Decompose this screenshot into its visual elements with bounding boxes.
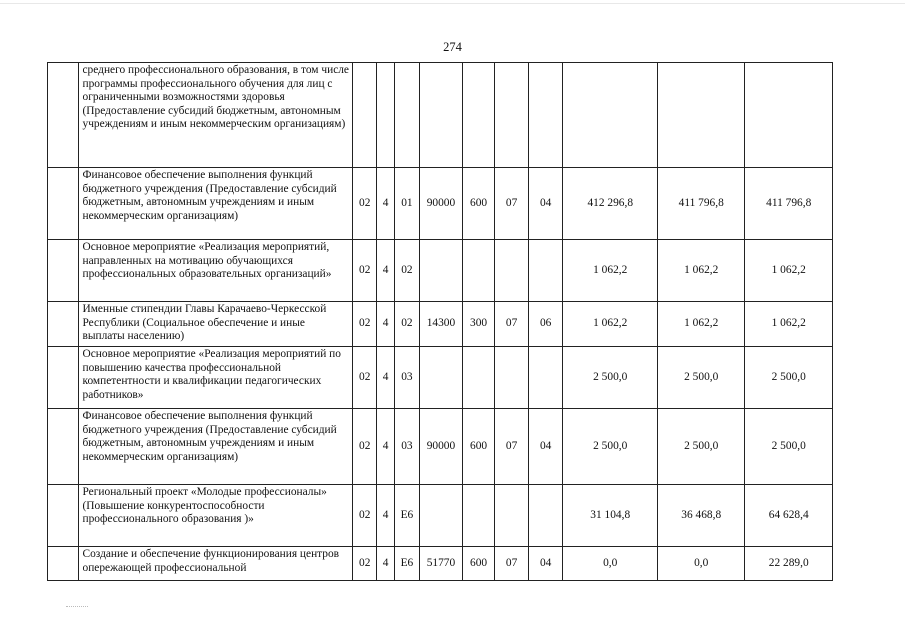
code-event-cell: 01	[394, 168, 419, 240]
code-event-cell: Е6	[394, 485, 419, 547]
code-subprogram-cell: 4	[377, 547, 394, 581]
code-expense-type-cell: 600	[462, 547, 495, 581]
code-direction-cell: 90000	[420, 168, 463, 240]
page-top-edge	[0, 3, 905, 4]
code-event-cell: Е6	[394, 547, 419, 581]
amount-year-1-cell	[563, 63, 658, 168]
amount-year-3-cell: 1 062,2	[745, 240, 833, 302]
amount-year-3-cell: 411 796,8	[745, 168, 833, 240]
code-direction-cell: 14300	[420, 302, 463, 347]
amount-year-2-cell: 411 796,8	[658, 168, 745, 240]
code-subprogram-cell: 4	[377, 168, 394, 240]
code-gp-cell: 02	[353, 547, 377, 581]
amount-year-2-cell: 2 500,0	[658, 409, 745, 485]
page-number: 274	[443, 40, 462, 54]
code-subprogram-cell: 4	[377, 409, 394, 485]
table-row	[48, 547, 833, 581]
table-row	[48, 347, 833, 409]
code-gp-cell: 02	[353, 240, 377, 302]
code-subsection-cell: 04	[528, 409, 563, 485]
amount-year-1-cell: 1 062,2	[563, 240, 658, 302]
row-description: Финансовое обеспечение выполнения функций бюджетного учреждения (Предоставление субсидий бюджетным, автономным учреждениям и иным некоммерческим организациям)	[78, 168, 353, 240]
row-index-cell	[48, 485, 79, 547]
amount-year-3-cell: 22 289,0	[745, 547, 833, 581]
code-subsection-cell: 04	[528, 168, 563, 240]
table-row	[48, 240, 833, 302]
code-section-cell	[495, 240, 529, 302]
amount-year-1-cell: 2 500,0	[563, 409, 658, 485]
amount-year-2-cell: 36 468,8	[658, 485, 745, 547]
code-subprogram-cell: 4	[377, 347, 394, 409]
row-description: Региональный проект «Молодые профессионалы» (Повышение конкурентоспособности профессионального образования )»	[78, 485, 353, 547]
table-row	[48, 302, 833, 347]
code-subsection-cell	[528, 63, 563, 168]
code-subsection-cell	[528, 485, 563, 547]
row-index-cell	[48, 347, 79, 409]
row-index-cell	[48, 240, 79, 302]
code-direction-cell: 51770	[420, 547, 463, 581]
row-description: Создание и обеспечение функционирования центров опережающей профессиональной	[78, 547, 353, 581]
code-expense-type-cell	[462, 63, 495, 168]
amount-year-3-cell: 1 062,2	[745, 302, 833, 347]
code-section-cell	[495, 485, 529, 547]
row-description: Именные стипендии Главы Карачаево-Черкесской Республики (Социальное обеспечение и иные выплаты населению)	[78, 302, 353, 347]
code-event-cell: 02	[394, 302, 419, 347]
code-expense-type-cell	[462, 347, 495, 409]
code-gp-cell: 02	[353, 302, 377, 347]
row-description: Основное мероприятие «Реализация мероприятий, направленных на мотивацию обучающихся профессиональных образовательных организаций»	[78, 240, 353, 302]
table-row	[48, 63, 833, 168]
row-index-cell	[48, 302, 79, 347]
row-index-cell	[48, 168, 79, 240]
amount-year-1-cell: 31 104,8	[563, 485, 658, 547]
code-direction-cell: 90000	[420, 409, 463, 485]
table-row	[48, 409, 833, 485]
amount-year-2-cell: 1 062,2	[658, 302, 745, 347]
code-gp-cell: 02	[353, 409, 377, 485]
amount-year-2-cell	[658, 63, 745, 168]
amount-year-3-cell: 2 500,0	[745, 347, 833, 409]
code-gp-cell: 02	[353, 168, 377, 240]
row-index-cell	[48, 547, 79, 581]
code-subsection-cell: 04	[528, 547, 563, 581]
code-section-cell: 07	[495, 547, 529, 581]
code-expense-type-cell: 600	[462, 168, 495, 240]
code-gp-cell: 02	[353, 485, 377, 547]
code-subprogram-cell	[377, 63, 394, 168]
row-index-cell	[48, 409, 79, 485]
code-event-cell: 03	[394, 347, 419, 409]
row-description: среднего профессионального образования, в том числе программы профессионального обучения для лиц с ограниченными возможностями здоровья (Предоставление субсидий бюджетным, автономным учреждениям и иным некоммерческим организациям)	[78, 63, 353, 168]
amount-year-1-cell: 0,0	[563, 547, 658, 581]
scan-artifact	[66, 606, 88, 609]
code-section-cell: 07	[495, 409, 529, 485]
code-direction-cell	[420, 240, 463, 302]
code-subprogram-cell: 4	[377, 240, 394, 302]
code-subprogram-cell: 4	[377, 485, 394, 547]
budget-table	[47, 62, 833, 581]
code-subsection-cell: 06	[528, 302, 563, 347]
table-body	[48, 63, 833, 581]
code-direction-cell	[420, 485, 463, 547]
code-subsection-cell	[528, 347, 563, 409]
amount-year-2-cell: 0,0	[658, 547, 745, 581]
code-event-cell	[394, 63, 419, 168]
row-index-cell	[48, 63, 79, 168]
code-expense-type-cell	[462, 240, 495, 302]
table-row	[48, 168, 833, 240]
code-subprogram-cell: 4	[377, 302, 394, 347]
amount-year-3-cell: 2 500,0	[745, 409, 833, 485]
amount-year-2-cell: 1 062,2	[658, 240, 745, 302]
row-description: Основное мероприятие «Реализация мероприятий по повышению качества профессиональной компетентности и квалификации педагогических работников»	[78, 347, 353, 409]
code-direction-cell	[420, 347, 463, 409]
amount-year-3-cell	[745, 63, 833, 168]
amount-year-3-cell: 64 628,4	[745, 485, 833, 547]
table-row	[48, 485, 833, 547]
amount-year-1-cell: 412 296,8	[563, 168, 658, 240]
code-subsection-cell	[528, 240, 563, 302]
amount-year-2-cell: 2 500,0	[658, 347, 745, 409]
code-section-cell: 07	[495, 168, 529, 240]
amount-year-1-cell: 2 500,0	[563, 347, 658, 409]
code-section-cell: 07	[495, 302, 529, 347]
code-direction-cell	[420, 63, 463, 168]
code-expense-type-cell	[462, 485, 495, 547]
code-expense-type-cell: 600	[462, 409, 495, 485]
code-event-cell: 02	[394, 240, 419, 302]
amount-year-1-cell: 1 062,2	[563, 302, 658, 347]
row-description: Финансовое обеспечение выполнения функций бюджетного учреждения (Предоставление субсидий бюджетным, автономным учреждениям и иным некоммерческим организациям)	[78, 409, 353, 485]
code-gp-cell	[353, 63, 377, 168]
code-section-cell	[495, 63, 529, 168]
code-section-cell	[495, 347, 529, 409]
code-gp-cell: 02	[353, 347, 377, 409]
code-event-cell: 03	[394, 409, 419, 485]
code-expense-type-cell: 300	[462, 302, 495, 347]
